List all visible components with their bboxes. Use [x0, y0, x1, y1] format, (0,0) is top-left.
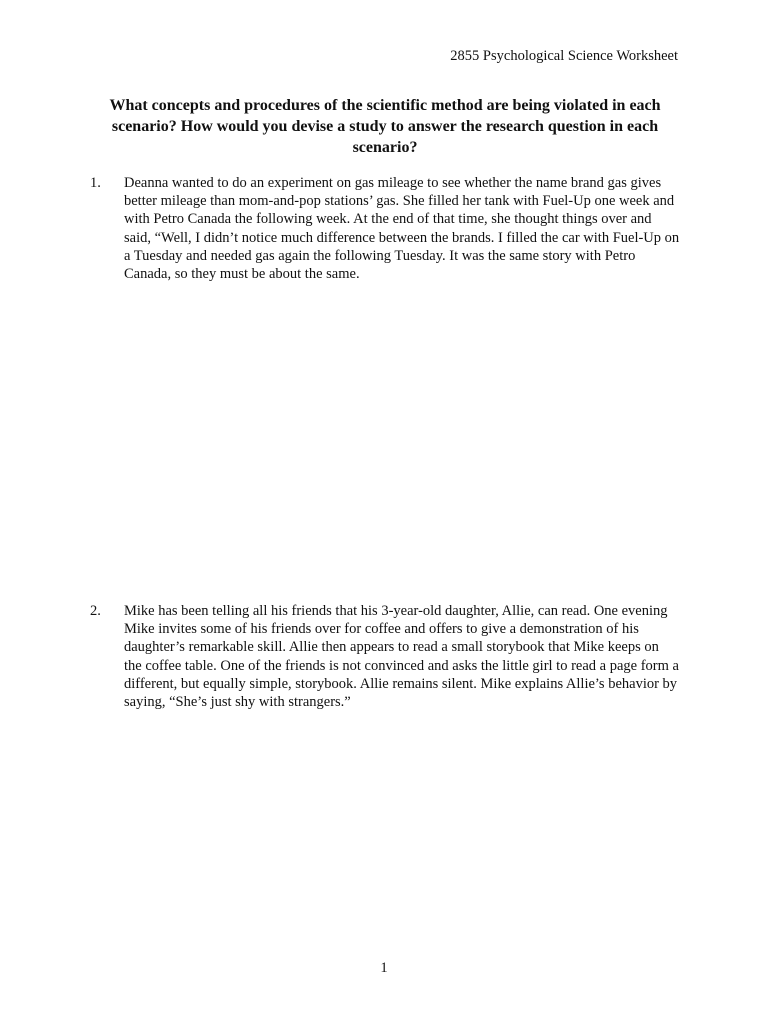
worksheet-heading: What concepts and procedures of the scientific method are being violated in each scenario? How would you devise a study to answer the research question in each scenario? — [109, 97, 661, 156]
question-item — [90, 174, 680, 283]
question-item — [90, 602, 680, 711]
question-number: 2. — [90, 603, 101, 619]
page-header: 2855 Psychological Science Worksheet — [450, 48, 678, 64]
question-text: Mike has been telling all his friends that his 3-year-old daughter, Allie, can read. One evening Mike invites some of his friends over for coffee and offers to give a demonstration of his daughter’s remarkable skill. Allie then appears to read a small storybook that Mike keeps on the coffee table. One of the friends is not convinced and asks the little girl to read a page form a different, but equally simple, storybook. Allie remains silent. Mike explains Allie’s behavior by saying, “She’s just shy with strangers.” — [124, 603, 679, 711]
page-number: 1 — [380, 960, 388, 976]
question-text: Deanna wanted to do an experiment on gas mileage to see whether the name brand gas gives better mileage than mom-and-pop stations’ gas. She filled her tank with Fuel-Up one week and with Petro Canada the following week. At the end of that time, she thought things over and said, “Well, I didn’t notice much difference between the brands. I filled the car with Fuel-Up on a Tuesday and needed gas again the following Tuesday. It was the same story with Petro Canada, so they must be about the same. — [124, 175, 680, 283]
question-number: 1. — [90, 175, 101, 191]
